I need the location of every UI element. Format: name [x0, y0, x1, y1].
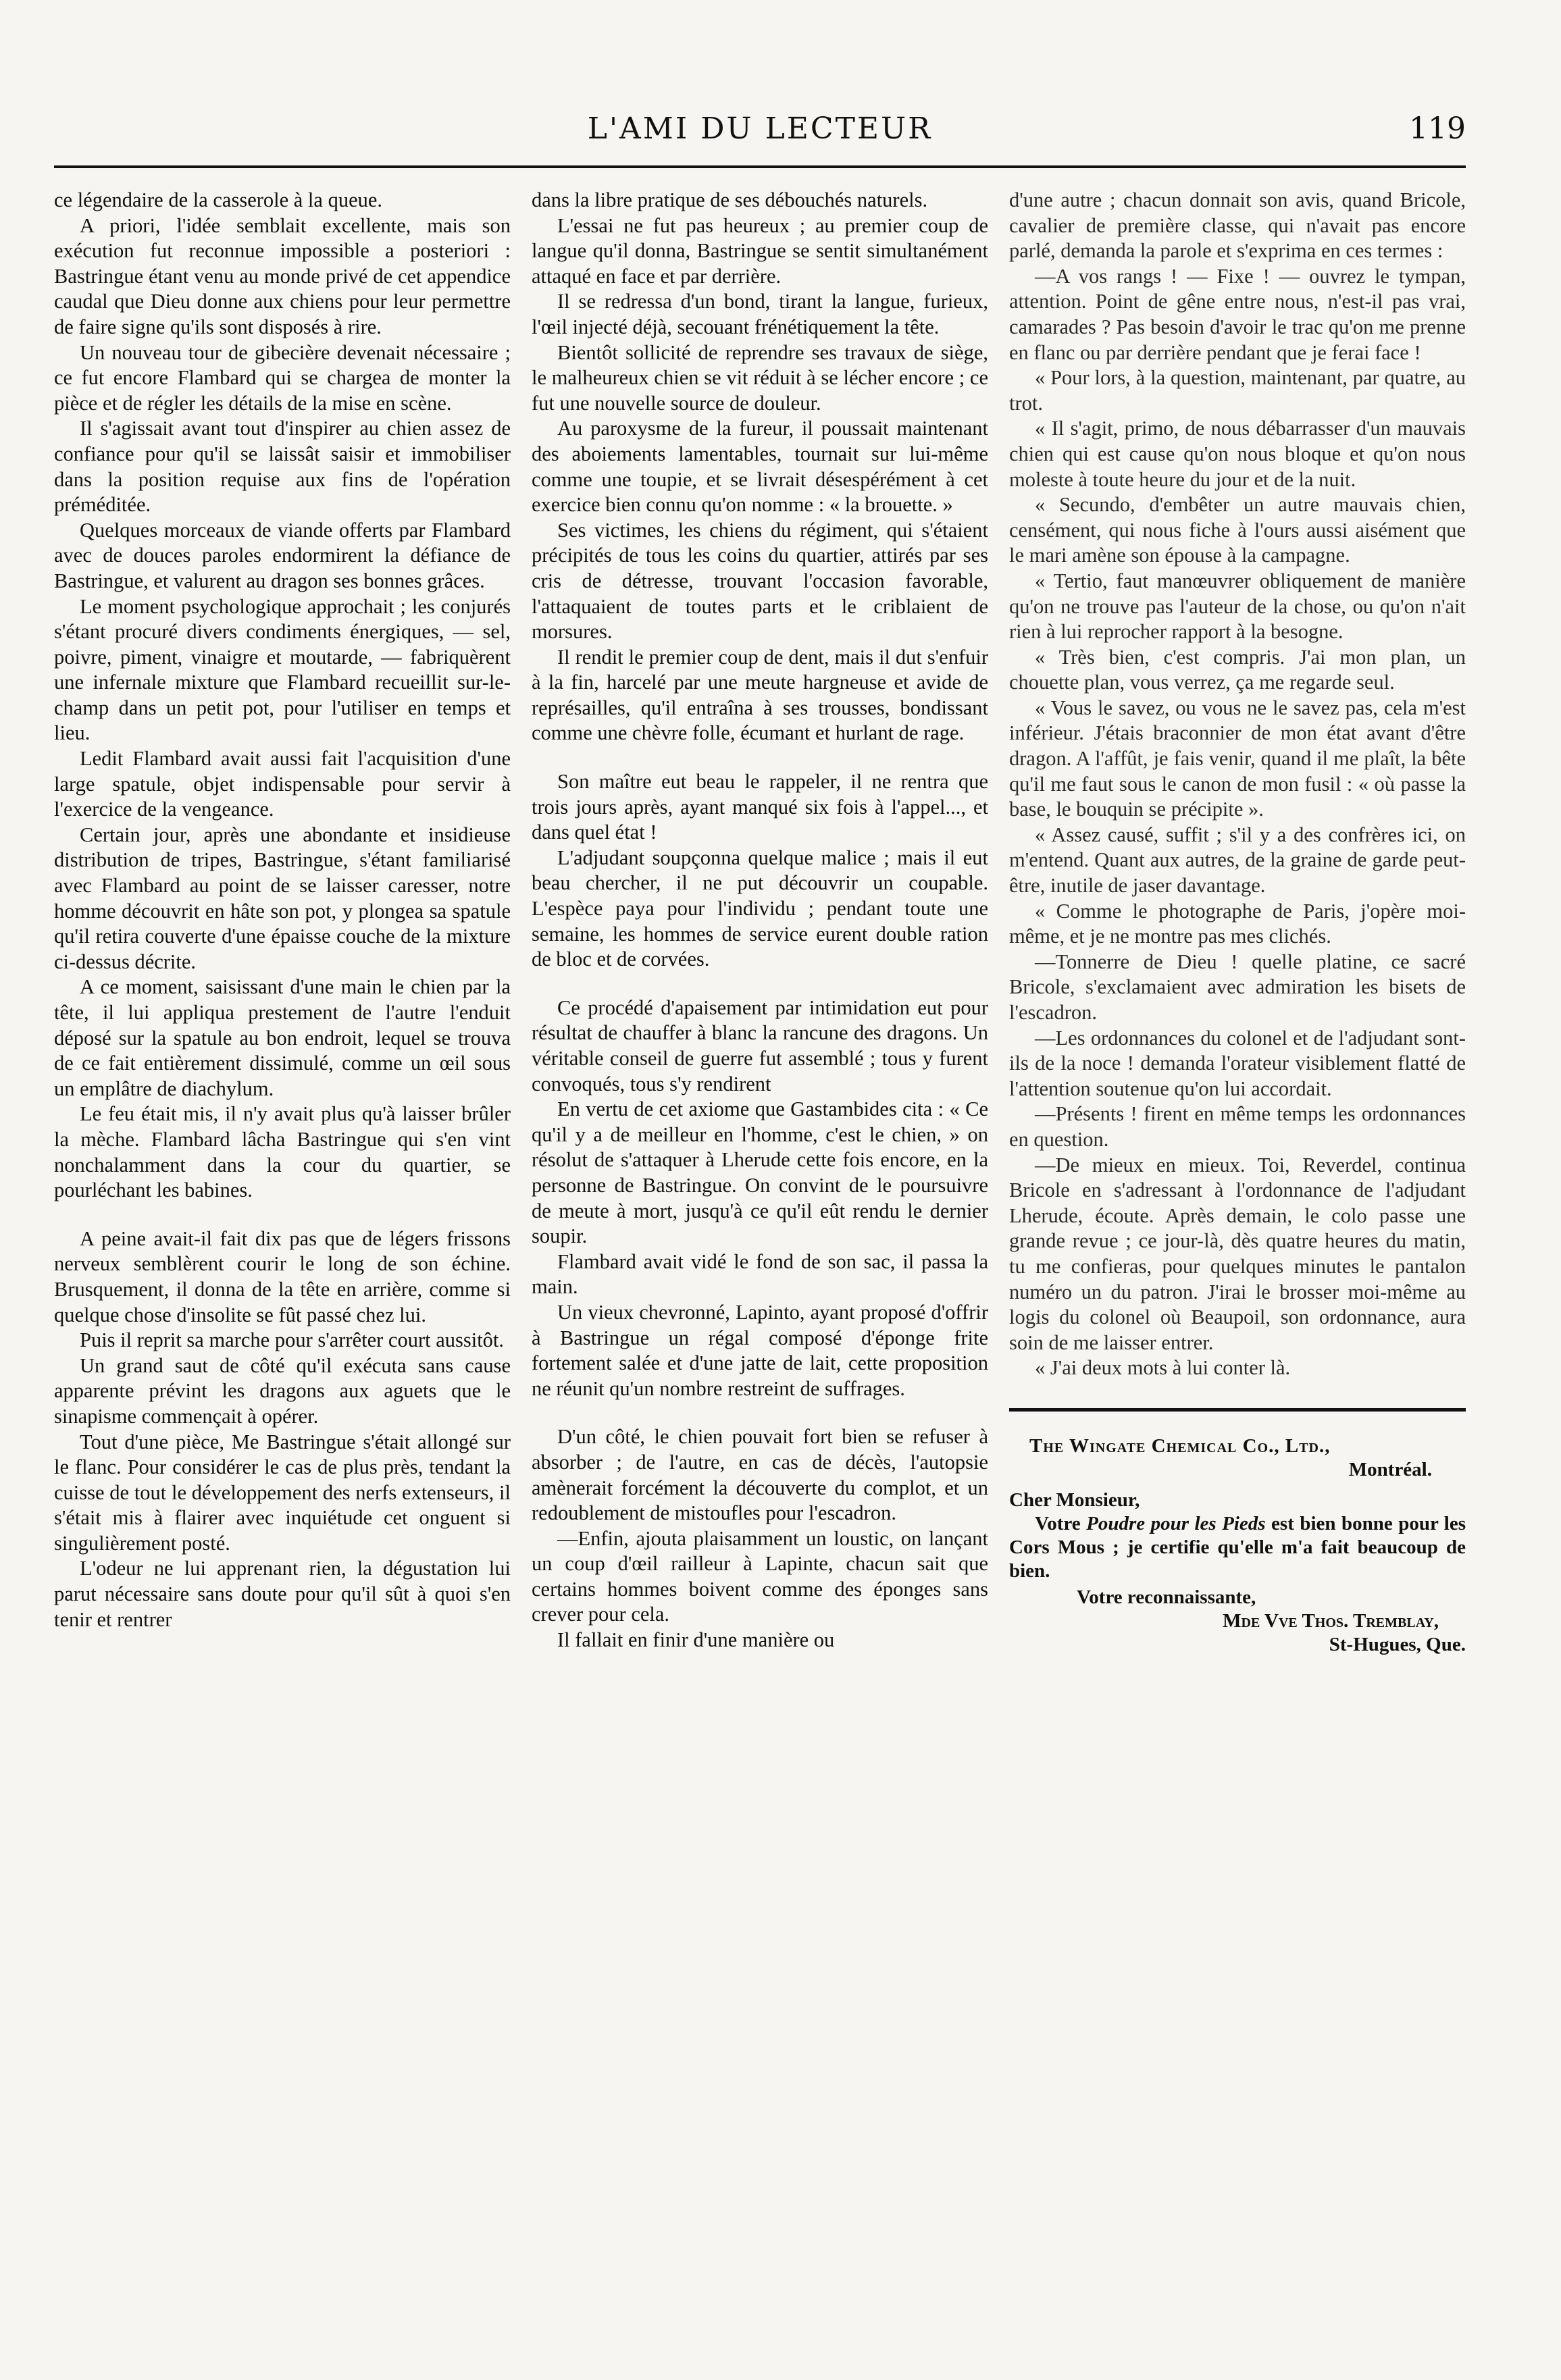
- paragraph: Il se redressa d'un bond, tirant la langue, furieux, l'œil injecté déjà, secouant frénétiquement la tête.: [532, 290, 988, 338]
- running-title: L'AMI DU LECTEUR: [587, 111, 933, 146]
- paragraph: « Vous le savez, ou vous ne le savez pas, cela m'est inférieur. J'étais braconnier de mon état avant d'être dragon. A l'affût, je fais venir, quand il me plaît, la bête qu'il me faut sous le canon de mon fusil : « où passe la base, le bouquin se précipite ».: [1009, 696, 1466, 821]
- paragraph: L'adjudant soupçonna quelque malice ; mais il eut beau chercher, il ne put découvrir un coupable. L'espèce paya pour l'individu ; pendant toute une semaine, les hommes de service eurent double ration de bloc et de corvées.: [532, 846, 988, 971]
- page-header: [54, 111, 1466, 159]
- column-2: [532, 188, 988, 2268]
- paragraph: Le feu était mis, il n'y avait plus qu'à laisser brûler la mèche. Flambard lâcha Bastringue qui s'en vint nonchalamment dans la cour du quartier, se pourléchant les babines.: [54, 1102, 511, 1202]
- paragraph: —Enfin, ajouta plaisamment un loustic, on lançant un coup d'œil railleur à Lapinte, chacun sait que certains hommes boivent comme des éponges sans crever pour cela.: [532, 1526, 988, 1626]
- paragraph: « Tertio, faut manœuvrer obliquement de manière qu'on ne trouve pas l'auteur de la chose, ou qu'on n'ait rien à lui reprocher rapport à la besogne.: [1009, 569, 1466, 644]
- paragraph: Il fallait en finir d'une manière ou: [557, 1628, 835, 1652]
- ad-product-name: Poudre pour les Pieds: [1086, 1512, 1266, 1534]
- ad-body-suffix: est bien bonne pour les Cors Mous ; je certifie qu'elle m'a fait beaucoup de bien.: [1009, 1512, 1466, 1582]
- paragraph: Le moment psychologique approchait ; les conjurés s'étant procuré divers condiments énergiques, — sel, poivre, piment, vinaigre et moutarde, — fabriquèrent une infernale mixture que Flambard recueillit sur-le-champ dans un petit pot, pour l'utiliser en temps et lieu.: [54, 594, 511, 745]
- paragraph: Un grand saut de côté qu'il exécuta sans cause apparente prévint les dragons aux aguets que le sinapisme commençait à opérer.: [54, 1353, 511, 1428]
- paragraph: Ledit Flambard avait aussi fait l'acquisition d'une large spatule, objet indispensable pour servir à l'exercice de la vengeance.: [54, 747, 511, 821]
- paragraph: —A vos rangs ! — Fixe ! — ouvrez le tympan, attention. Point de gêne entre nous, n'est-il pas vrai, camarades ? Pas besoin d'avoir le trac qu'on me prenne en flanc ou par derrière pendant que je ferai face !: [1009, 264, 1466, 364]
- ad-place: St-Hugues, Que.: [1329, 1633, 1466, 1655]
- paragraph: « Pour lors, à la question, maintenant, par quatre, au trot.: [1009, 366, 1466, 415]
- ad-city: Montréal.: [1348, 1458, 1432, 1480]
- paragraph: D'un côté, le chien pouvait fort bien se refuser à absorber ; de l'autre, en cas de décès, l'autopsie amènerait forcément la découverte du complot, et un redoublement de mistoufles pour l'escadron.: [532, 1425, 988, 1525]
- paragraph: A ce moment, saisissant d'une main le chien par la tête, il lui appliqua prestement de l'autre l'enduit déposé sur la spatule au bon endroit, lequel se trouva de ce fait entièrement dissimulé, comme un œil sous un emplâtre de diachylum.: [54, 975, 511, 1100]
- advertisement-testimonial: [1009, 1408, 1466, 1657]
- paragraph: En vertu de cet axiome que Gastambides cita : « Ce qu'il y a de meilleur en l'homme, c'est le chien, » on résolut de s'attaquer à Lherude cette fois encore, en la personne de Bastringue. On convint de le poursuivre de meute à mort, jusqu'à ce qu'il eût rendu le dernier soupir.: [532, 1097, 988, 1248]
- ad-body-prefix: Votre: [1035, 1512, 1087, 1534]
- ad-company: The Wingate Chemical Co., Ltd.,: [1029, 1434, 1331, 1457]
- header-rule: [54, 165, 1466, 168]
- paragraph: A priori, l'idée semblait excellente, mais son exécution fut reconnue impossible a posteriori : Bastringue étant venu au monde privé de cet appendice caudal que Dieu donne aux chiens pour leur permettre de faire signe qu'ils sont disposés à rire.: [54, 213, 511, 338]
- paragraph: Certain jour, après une abondante et insidieuse distribution de tripes, Bastringue, s'étant familiarisé avec Flambard au point de se laisser caresser, notre homme découvrit en hâte son pot, y plongea sa spatule qu'il retira couverte d'une épaisse couche de la mixture ci-dessus décrite.: [54, 823, 511, 973]
- paragraph: A peine avait-il fait dix pas que de légers frissons nerveux semblèrent courir le long de son échine. Brusquement, il donna de la tête en arrière, comme si quelque chose d'insolite se fût passé chez lui.: [54, 1226, 511, 1326]
- paragraph: —Présents ! firent en même temps les ordonnances en question.: [1009, 1102, 1466, 1151]
- ad-closing: Votre reconnaissante,: [1077, 1586, 1256, 1608]
- paragraph: Bientôt sollicité de reprendre ses travaux de siège, le malheureux chien se vit réduit à se lécher encore ; ce fut une nouvelle source de douleur.: [532, 340, 988, 415]
- paragraph: L'odeur ne lui apprenant rien, la dégustation lui parut nécessaire sans doute pour qu'il sût à quoi s'en tenir et rentrer: [54, 1557, 511, 1631]
- paragraph: —Les ordonnances du colonel et de l'adjudant sont-ils de la noce ! demanda l'orateur visiblement flatté de l'attention soutenue qu'on lui accordait.: [1009, 1026, 1466, 1100]
- page-number: 119: [1409, 111, 1466, 146]
- paragraph: Quelques morceaux de viande offerts par Flambard avec de douces paroles endormirent la défiance de Bastringue, et valurent au dragon ses bonnes grâces.: [54, 518, 511, 592]
- paragraph: Ses victimes, les chiens du régiment, qui s'étaient précipités de tous les coins du quartier, attirés par ses cris de détresse, trouvant l'occasion favorable, l'attaquaient de toutes parts et le criblaient de morsures.: [532, 518, 988, 644]
- paragraph: « J'ai deux mots à lui conter là.: [1035, 1356, 1291, 1380]
- column-1: [54, 188, 511, 2268]
- paragraph: Il s'agissait avant tout d'inspirer au chien assez de confiance pour qu'il se laissât saisir et immobiliser dans la position requise aux fins de l'opération préméditée.: [54, 417, 511, 517]
- paragraph: d'une autre ; chacun donnait son avis, quand Bricole, cavalier de première classe, qui n'avait pas encore parlé, demanda la parole et s'exprima en ces termes :: [1009, 188, 1466, 263]
- ad-salutation: Cher Monsieur,: [1009, 1489, 1140, 1511]
- paragraph: « Il s'agit, primo, de nous débarrasser d'un mauvais chien qui est cause qu'on nous bloque et qu'on nous moleste à toute heure du jour et de la nuit.: [1009, 417, 1466, 491]
- article-columns: [54, 188, 1466, 2268]
- ad-body: [1009, 1512, 1466, 1583]
- paragraph: « Très bien, c'est compris. J'ai mon plan, un chouette plan, vous verrez, ça me regarde seul.: [1009, 645, 1466, 694]
- paragraph: Flambard avait vidé le fond de son sac, il passa la main.: [532, 1249, 988, 1299]
- paragraph: Il rendit le premier coup de dent, mais il dut s'enfuir à la fin, harcelé par une meute hargneuse et avide de représailles, qu'il entraîna à ses trousses, bondissant comme une chèvre folle, écumant et hurlant de rage.: [532, 645, 988, 745]
- paragraph: « Secundo, d'embêter un autre mauvais chien, censément, qui nous fiche à l'ours aussi aisément que le mari amène son épouse à la campagne.: [1009, 493, 1466, 567]
- paragraph: « Assez causé, suffit ; s'il y a des confrères ici, on m'entend. Quant aux autres, de la graine de garde peut-être, inutile de jaser davantage.: [1009, 823, 1466, 898]
- paragraph: L'essai ne fut pas heureux ; au premier coup de langue qu'il donna, Bastringue se sentit simultanément attaqué en face et par derrière.: [532, 213, 988, 288]
- paragraph: dans la libre pratique de ses débouchés naturels.: [532, 188, 928, 211]
- paragraph: Tout d'une pièce, Me Bastringue s'était allongé sur le flanc. Pour considérer le cas de plus près, tendant la cuisse de tout le développement des nerfs extenseurs, il s'était mis à flairer avec inquiétude cet onguent si singulièrement posté.: [54, 1430, 511, 1555]
- paragraph: Son maître eut beau le rappeler, il ne rentra que trois jours après, ayant manqué six fois à l'appel..., et dans quel état !: [532, 770, 988, 844]
- paragraph: —Tonnerre de Dieu ! quelle platine, ce sacré Bricole, s'exclamaient avec admiration les bisets de l'escadron.: [1009, 950, 1466, 1024]
- paragraph: Puis il reprit sa marche pour s'arrêter court aussitôt.: [80, 1328, 505, 1352]
- paragraph: « Comme le photographe de Paris, j'opère moi-même, et je ne montre pas mes clichés.: [1009, 899, 1466, 948]
- paragraph: Un nouveau tour de gibecière devenait nécessaire ; ce fut encore Flambard qui se chargea de monter la pièce et de régler les détails de la mise en scène.: [54, 340, 511, 415]
- ad-signer: Mde Vve Thos. Tremblay,: [1223, 1609, 1439, 1632]
- paragraph: Ce procédé d'apaisement par intimidation eut pour résultat de chauffer à blanc la rancune des dragons. Un véritable conseil de guerre fut assemblé ; tous y furent convoqués, tous s'y rendirent: [532, 995, 988, 1095]
- column-3: [1009, 188, 1466, 2268]
- paragraph: ce légendaire de la casserole à la queue.: [54, 188, 383, 211]
- paragraph: Au paroxysme de la fureur, il poussait maintenant des aboiements lamentables, tournait sur lui-même comme une toupie, et se livrait désespérément à cet exercice bien connu qu'on nomme : « la brouette. »: [532, 417, 988, 517]
- paragraph: Un vieux chevronné, Lapinto, ayant proposé d'offrir à Bastringue un régal composé d'éponge frite fortement salée et d'une jatte de lait, cette proposition ne réunit qu'un nombre restreint de suffrages.: [532, 1300, 988, 1400]
- paragraph: —De mieux en mieux. Toi, Reverdel, continua Bricole en s'adressant à l'ordonnance de l'adjudant Lherude, écoute. Après demain, le colo passe une grande revue ; ce jour-là, dès quatre heures du matin, tu me confieras, pour quelques minutes le pantalon numéro un du patron. J'irai le brosser moi-même au logis du colonel où Beaupoil, son ordonnance, aura soin de me laisser entrer.: [1009, 1153, 1466, 1354]
